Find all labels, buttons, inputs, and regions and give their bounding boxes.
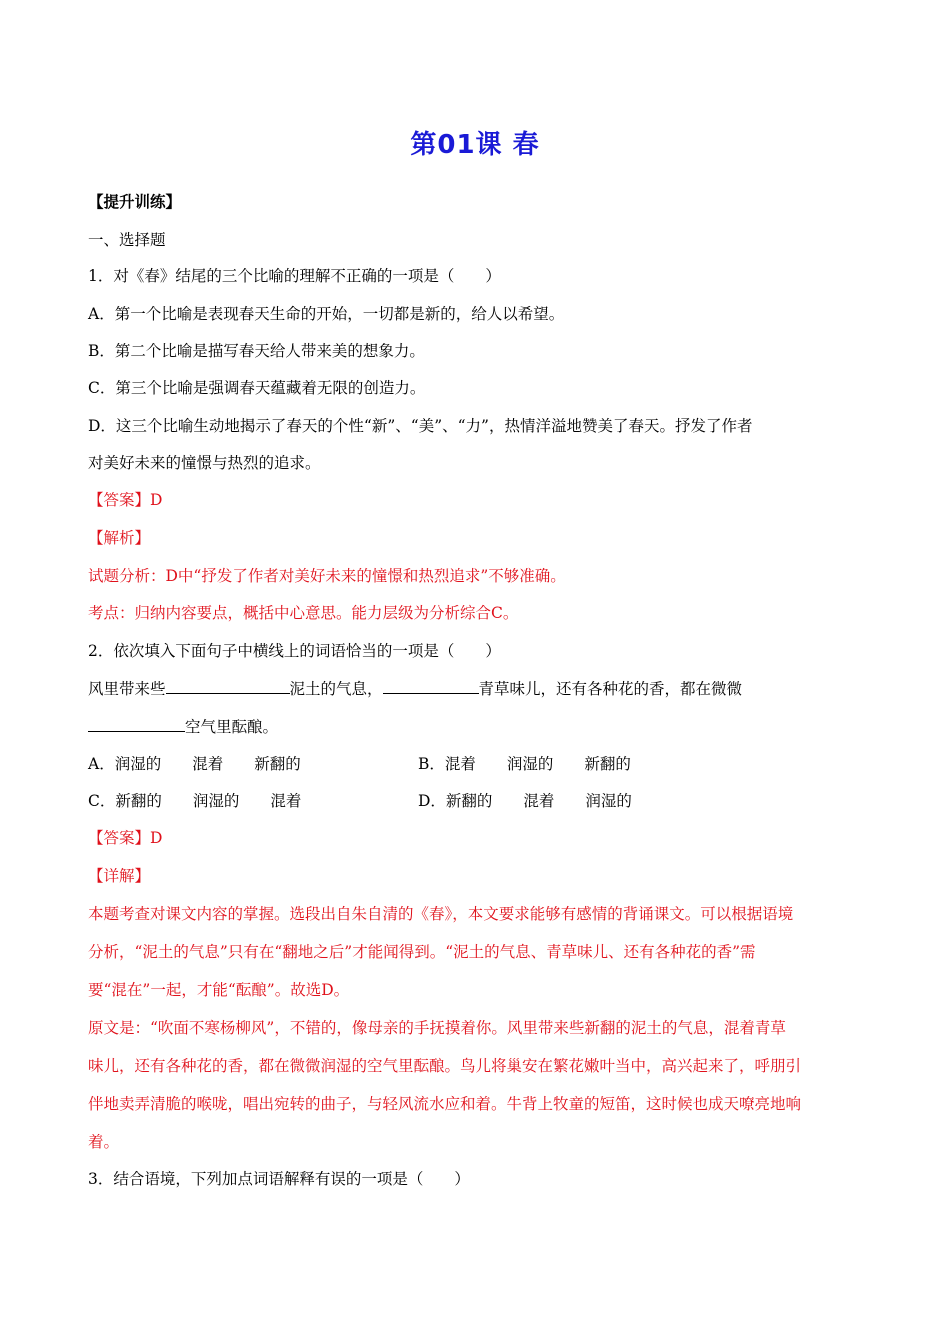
q3-stem: 3．结合语境，下列加点词语解释有误的一项是（ ） (88, 1170, 470, 1188)
q2-original-line3: 伴地卖弄清脆的喉咙，唱出宛转的曲子，与轻风流水应和着。牛背上牧童的短笛，这时候也成天嘹亮地响 (88, 1095, 802, 1113)
q2-option-d: D．新翻的 混着 润湿的 (418, 792, 632, 810)
q2-detail-line1: 本题考查对课文内容的掌握。选段出自朱自清的《春》，本文要求能够有感情的背诵课文。可以根据语境 (88, 905, 794, 923)
q1-option-b: B．第二个比喻是描写春天给人带来美的想象力。 (88, 342, 425, 360)
q2-stem: 2．依次填入下面句子中横线上的词语恰当的一项是（ ） (88, 642, 501, 660)
q2-original-line2: 味儿，还有各种花的香，都在微微润湿的空气里酝酿。鸟儿将巢安在繁花嫩叶当中，高兴起来了，呼朋引 (88, 1057, 802, 1075)
q2-option-b: B．混着 润湿的 新翻的 (418, 755, 631, 773)
q2-option-c: C．新翻的 润湿的 混着 (88, 792, 302, 810)
q2-sentence-line1 (88, 678, 742, 699)
q2-sentence-part4: 空气里酝酿。 (185, 718, 279, 736)
q2-blank-3 (88, 716, 185, 732)
q2-detail-line2: 分析，“泥土的气息”只有在“翻地之后”才能闻得到。“泥土的气息、青草味儿、还有各种花的香”需 (88, 943, 756, 961)
q1-answer: 【答案】D (88, 491, 163, 509)
q2-blank-1 (166, 678, 290, 694)
q2-answer: 【答案】D (88, 829, 163, 847)
q1-analysis-label: 【解析】 (88, 529, 151, 547)
q2-detail-label: 【详解】 (88, 867, 151, 885)
q2-sentence-part2: 泥土的气息， (289, 680, 383, 698)
q2-option-a: A．润湿的 混着 新翻的 (88, 755, 301, 773)
q2-sentence-line2 (88, 716, 278, 737)
q1-option-a: A．第一个比喻是表现春天生命的开始，一切都是新的，给人以希望。 (88, 305, 565, 323)
part-heading: 一、选择题 (88, 231, 166, 249)
q1-analysis-line1: 试题分析：D中“抒发了作者对美好未来的憧憬和热烈追求”不够准确。 (88, 567, 566, 585)
q2-detail-line3: 要“混在”一起，才能“酝酿”。故选D。 (88, 981, 350, 999)
q1-stem: 1．对《春》结尾的三个比喻的理解不正确的一项是（ ） (88, 267, 501, 285)
q1-option-d-line1: D．这三个比喻生动地揭示了春天的个性“新”、“美”、“力”，热情洋溢地赞美了春天。抒发了作者 (88, 417, 753, 435)
q1-option-c: C．第三个比喻是强调春天蕴藏着无限的创造力。 (88, 379, 426, 397)
page-title: 第01课 春 (410, 130, 540, 160)
q1-option-d-line2: 对美好未来的憧憬与热烈的追求。 (88, 454, 321, 472)
q2-sentence-part1: 风里带来些 (88, 680, 166, 698)
q2-original-line1: 原文是：“吹面不寒杨柳风”，不错的，像母亲的手抚摸着你。风里带来些新翻的泥土的气息，混着青草 (88, 1019, 786, 1037)
q1-analysis-line2: 考点：归纳内容要点，概括中心意思。能力层级为分析综合C。 (88, 604, 519, 622)
q2-sentence-part3: 青草味儿，还有各种花的香，都在微微 (478, 680, 743, 698)
section-label: 【提升训练】 (88, 192, 182, 211)
q2-original-line4: 着。 (88, 1133, 120, 1151)
q2-blank-2 (383, 678, 479, 694)
